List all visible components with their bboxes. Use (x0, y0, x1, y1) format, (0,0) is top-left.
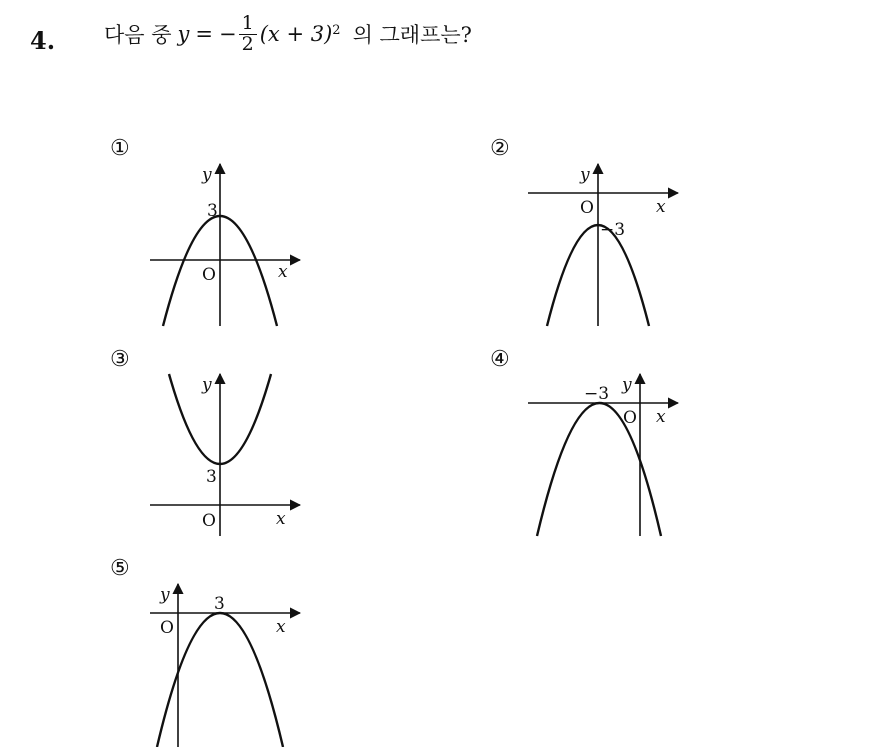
question-suffix: 의 그래프는? (352, 23, 472, 48)
choice-3-y-label: y (202, 375, 212, 395)
fraction-denominator: 2 (241, 32, 254, 55)
question-number: 4. (30, 26, 56, 55)
choice-1-label[interactable]: ① (110, 136, 130, 161)
choice-4-parabola (537, 403, 661, 536)
equation-minus: − (219, 22, 237, 47)
choice-4-label[interactable]: ④ (490, 347, 510, 372)
choice-2-y-label: y (580, 165, 590, 185)
fraction-numerator: 1 (239, 14, 257, 35)
equation-exponent: 2 (332, 22, 341, 38)
choice-5-parabola (157, 613, 283, 747)
choice-2-vertex-label: −3 (600, 220, 626, 240)
choice-5-vertex-label: 3 (214, 594, 225, 614)
question-text (104, 14, 472, 55)
choice-1-graph (140, 150, 320, 340)
choice-2-origin-label: O (580, 198, 594, 218)
question-prefix: 다음 중 (104, 23, 172, 48)
choice-4-y-label: y (622, 375, 632, 395)
choice-3-graph (140, 360, 320, 550)
choice-3-label[interactable]: ③ (110, 347, 130, 372)
choice-2-label[interactable]: ② (490, 136, 510, 161)
equation-expression: (x + 3) (259, 22, 333, 47)
choice-1-x-label: x (278, 262, 288, 282)
choice-5-label[interactable]: ⑤ (110, 556, 130, 581)
equation-fraction (239, 14, 257, 55)
choice-4-graph (520, 360, 700, 550)
choice-5-graph (140, 570, 320, 747)
choice-3-origin-label: O (202, 511, 216, 531)
choice-4-x-label: x (656, 407, 666, 427)
choice-4-origin-label: O (623, 408, 637, 428)
choice-2-x-label: x (656, 197, 666, 217)
choice-3-x-label: x (276, 509, 286, 529)
choice-1-vertex-label: 3 (207, 201, 218, 221)
choice-5-origin-label: O (160, 618, 174, 638)
choice-5-y-label: y (160, 585, 170, 605)
choice-4-vertex-label: −3 (584, 384, 610, 404)
equation-equals: = (195, 22, 214, 47)
equation-y: y (177, 22, 190, 47)
choice-1-origin-label: O (202, 265, 216, 285)
choice-2-graph (520, 150, 700, 340)
choice-1-y-label: y (202, 165, 212, 185)
choice-3-vertex-label: 3 (206, 467, 217, 487)
choice-5-x-label: x (276, 617, 286, 637)
